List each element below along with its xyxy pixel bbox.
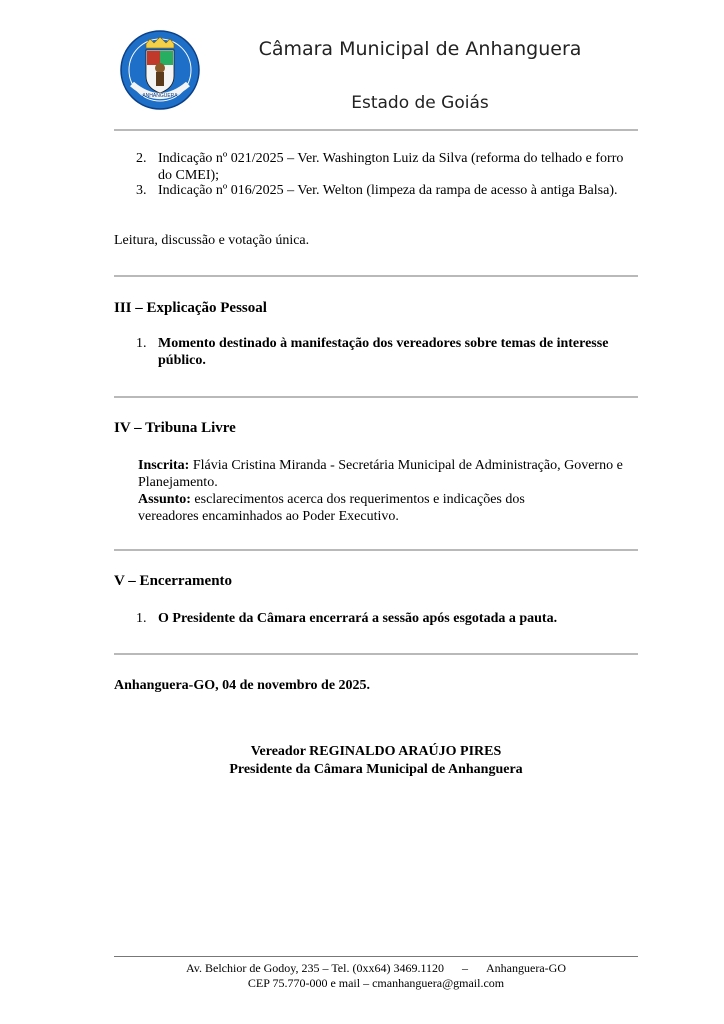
section-divider — [114, 549, 638, 551]
footer-line-2: CEP 75.770-000 e mail – cmanhanguera@gmail.com — [247, 976, 505, 990]
seal-text: ANHANGUERA — [142, 93, 178, 99]
list-item — [114, 610, 638, 627]
footer-divider — [114, 956, 638, 957]
list-number: 1. — [136, 336, 147, 351]
section-divider — [114, 275, 638, 277]
section-title-encerramento: V – Encerramento — [114, 573, 233, 589]
leitura-text: Leitura, discussão e votação única. — [114, 233, 310, 248]
signature-name: Vereador REGINALDO ARAÚJO PIRES — [250, 744, 502, 759]
list-item — [114, 335, 638, 369]
list-number: 3. — [136, 183, 147, 198]
list-text: O Presidente da Câmara encerrará a sessão após esgotada a pauta. — [158, 611, 558, 626]
assunto-value: esclarecimentos acerca dos requerimentos e indicações dos vereadores encaminhados ao Poder Executivo. — [138, 492, 525, 524]
footer-line-1 — [114, 960, 638, 976]
footer-city: Anhanguera-GO — [486, 961, 566, 975]
footer-address: Av. Belchior de Godoy, 235 – Tel. (0xx64) 3469.1120 — [186, 961, 445, 975]
section-title-tribuna-livre: IV – Tribuna Livre — [114, 420, 236, 436]
header-subtitle: Estado de Goiás — [351, 93, 489, 113]
section-divider — [114, 396, 638, 398]
footer-dash: – — [462, 961, 469, 975]
municipal-seal-logo — [120, 30, 200, 110]
assunto-paragraph — [138, 491, 558, 525]
signature-role: Presidente da Câmara Municipal de Anhanguera — [229, 762, 523, 777]
list-text: Momento destinado à manifestação dos vereadores sobre temas de interesse público. — [158, 336, 609, 368]
header-title: Câmara Municipal de Anhanguera — [258, 38, 582, 60]
list-number: 2. — [136, 151, 147, 166]
assunto-label: Assunto: — [138, 492, 191, 507]
section-title-explicacao-pessoal: III – Explicação Pessoal — [114, 300, 267, 316]
inscrita-paragraph — [138, 457, 638, 491]
inscrita-label: Inscrita: — [138, 458, 190, 473]
date-line: Anhanguera-GO, 04 de novembro de 2025. — [114, 678, 371, 693]
list-number: 1. — [136, 611, 147, 626]
list-item — [114, 182, 638, 199]
header-divider — [114, 129, 638, 131]
inscrita-value: Flávia Cristina Miranda - Secretária Municipal de Administração, Governo e Planejamento. — [138, 458, 623, 490]
section-divider — [114, 653, 638, 655]
list-text: Indicação nº 021/2025 – Ver. Washington Luiz da Silva (reforma do telhado e forro do CMEI); — [158, 151, 624, 183]
list-text: Indicação nº 016/2025 – Ver. Welton (limpeza da rampa de acesso à antiga Balsa). — [158, 183, 618, 198]
list-item — [114, 150, 638, 184]
